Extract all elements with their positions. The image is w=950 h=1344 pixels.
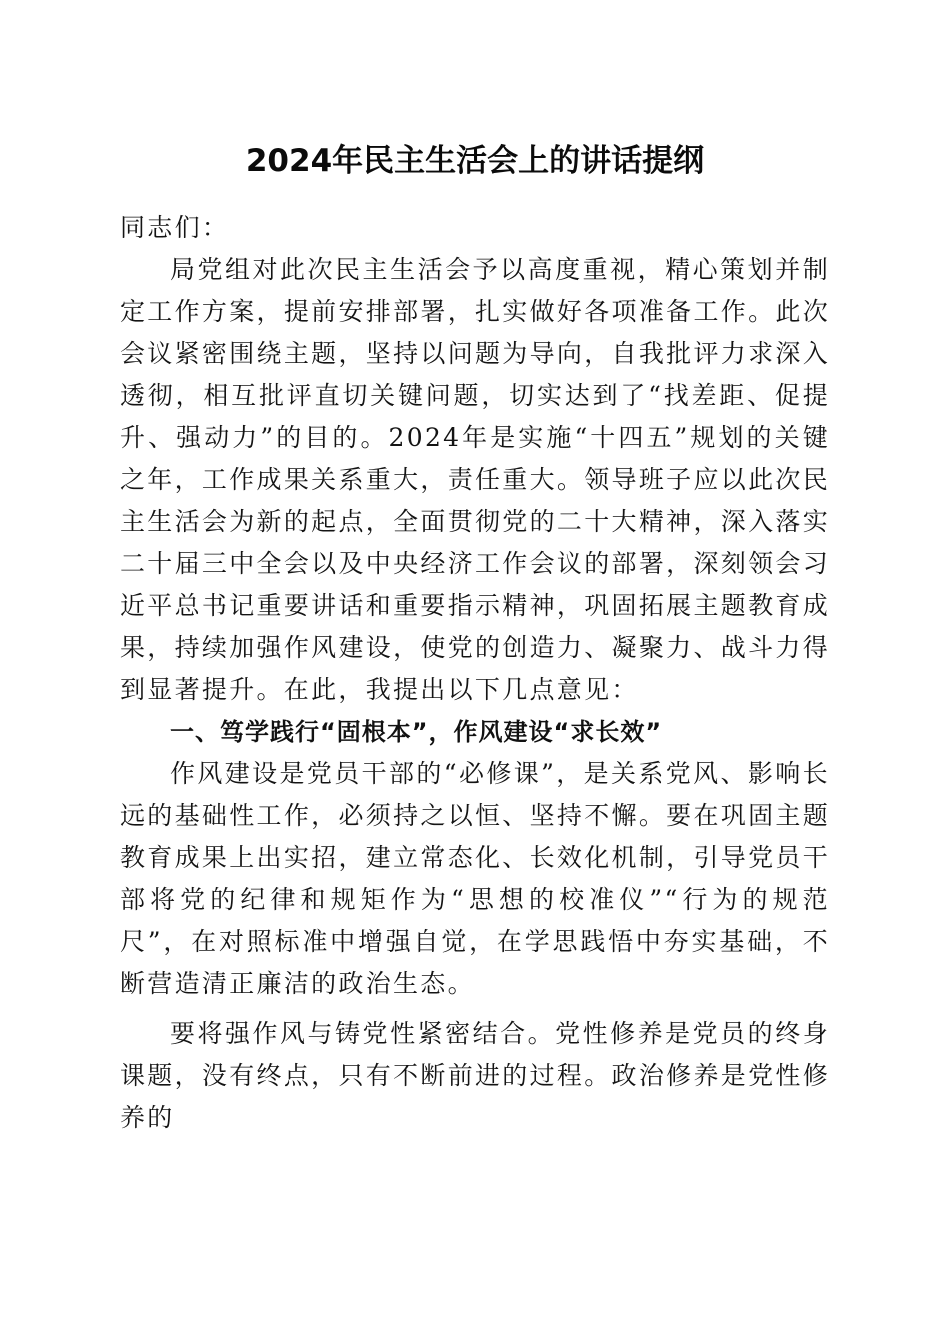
intro-paragraph: 局党组对此次民主生活会予以高度重视，精心策划并制定工作方案，提前安排部署，扎实做好各项准备工作。此次会议紧密围绕主题，坚持以问题为导向，自我批评力求深入透彻，相互批评直切关键问题，切实达到了“找差距、促提升、强动力”的目的。2024年是实施“十四五”规划的关键之年，工作成果关系重大，责任重大。领导班子应以此次民主生活会为新的起点，全面贯彻党的二十大精神，深入落实二十届三中全会以及中央经济工作会议的部署，深刻领会习近平总书记重要讲话和重要指示精神，巩固拓展主题教育成果，持续加强作风建设，使党的创造力、凝聚力、战斗力得到显著提升。在此，我提出以下几点意见： bbox=[120, 255, 830, 704]
paragraph-spacer bbox=[120, 1005, 830, 1013]
greeting: 同志们： bbox=[120, 213, 230, 242]
section-1-paragraph-1: 作风建设是党员干部的“必修课”，是关系党风、影响长远的基础性工作，必须持之以恒、坚持不懈。要在巩固主题教育成果上出实招，建立常态化、长效化机制，引导党员干部将党的纪律和规矩作为“思想的校准仪”“行为的规范尺”，在对照标准中增强自觉，在学思践悟中夯实基础，不断营造清正廉洁的政治生态。 bbox=[120, 759, 830, 998]
document-title: 2024年民主生活会上的讲话提纲 bbox=[245, 143, 705, 179]
section-heading-1: 一、笃学践行“固根本”，作风建设“求长效” bbox=[170, 718, 663, 746]
document-body bbox=[120, 207, 830, 1139]
section-1-paragraph-2: 要将强作风与铸党性紧密结合。党性修养是党员的终身课题，没有终点，只有不断前进的过程。政治修养是党性修养的 bbox=[120, 1019, 830, 1132]
